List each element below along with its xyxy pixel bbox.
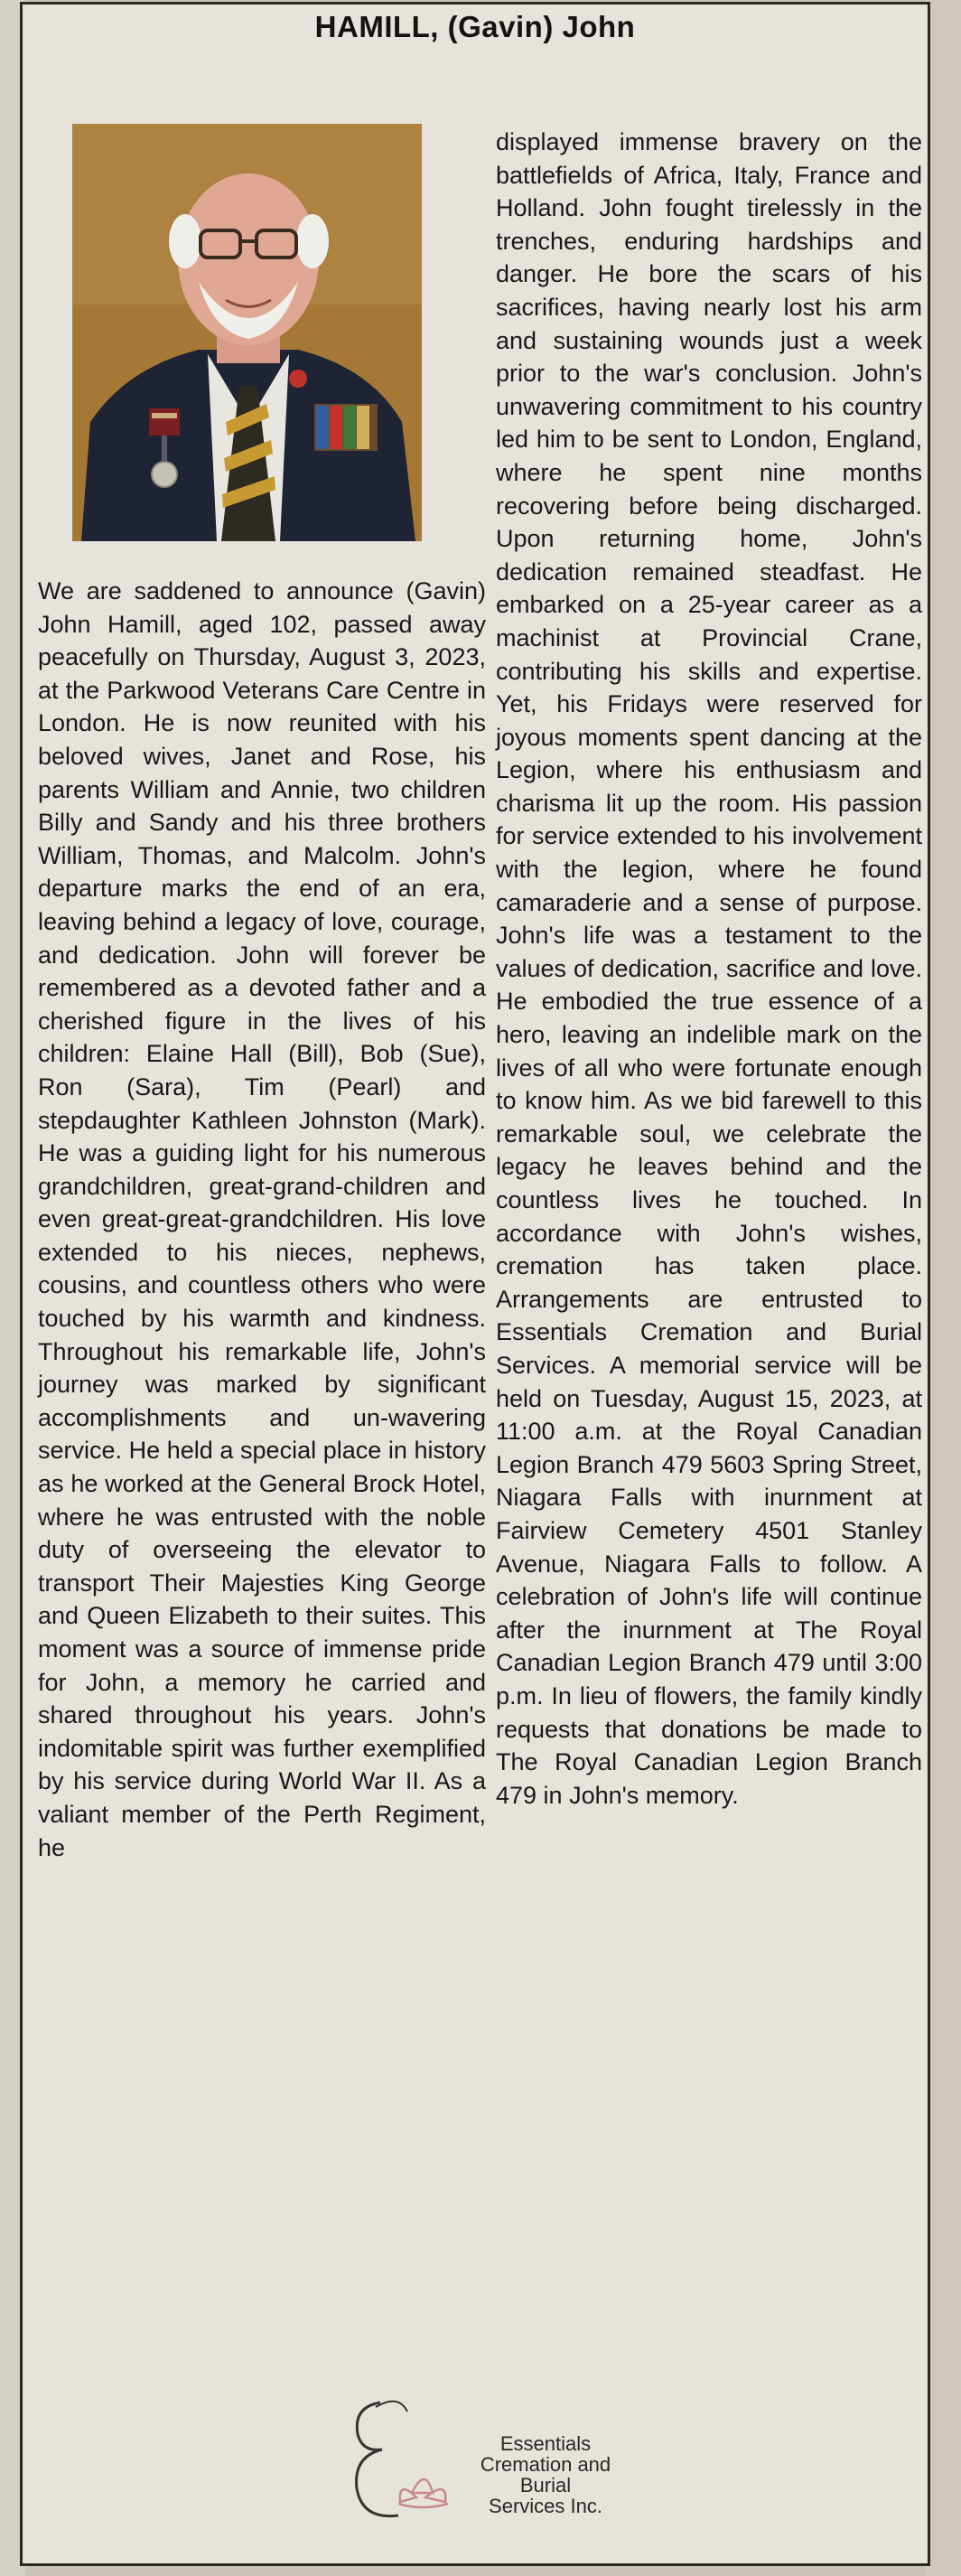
obituary-title: HAMILL, (Gavin) John	[314, 10, 636, 43]
obituary-column-left: We are saddened to announce (Gavin) John Hamill, aged 102, passed away peacefully on Thursday, August 3, 2023, at the Parkwood Veterans Care Centre in London. He is now reunited with his beloved wives, Janet and Rose, his parents William and Annie, two children Billy and Sandy and his three brothers William, Thomas, and Malcolm. John's departure marks the end of an era, leaving behind a legacy of love, courage, and dedication. John will forever be remembered as a devoted father and a cherished figure in the lives of his children: Elaine Hall (Bill), Bob (Sue), Ron (Sara), Tim (Pearl) and stepdaughter Kathleen Johnston (Mark). He was a guiding light for his numerous grandchildren, great-grand-children and even great-great-grandchildren. His love extended to his nieces, nephews, cousins, and countless others who were touched by his warmth and kindness. Throughout his remarkable life, John's journey was marked by significant accomplishments and un-wavering service. He held a special place in history as he worked at the General Brock Hotel, where he was entrusted with the noble duty of overseeing the elevator to transport Their Majesties King George and Queen Elizabeth to their suites. This moment was a source of immense pride for John, a memory he carried and shared throughout his years. John's indomitable spirit was further exemplified by his service during World War II. As a valiant member of the Perth Regiment, he	[38, 577, 486, 1861]
logo-line-1: Essentials	[499, 2432, 592, 2455]
portrait-illustration-icon	[72, 124, 422, 541]
logo-line-2: Cremation and Burial	[480, 2453, 611, 2496]
funeral-home-name	[455, 2433, 636, 2516]
obituary-notice	[20, 2, 930, 2566]
lotus-monogram-icon	[326, 2384, 462, 2538]
newsprint-margin-right	[925, 0, 961, 2576]
logo-line-3: Services Inc.	[489, 2495, 602, 2517]
portrait-photo	[72, 124, 422, 541]
funeral-home-logo	[326, 2384, 651, 2538]
obituary-column-right: displayed immense bravery on the battlefields of Africa, Italy, France and Holland. John fought tirelessly in the trenches, enduring hardships and danger. He bore the scars of his sacrifices, having nearly lost his arm and sustaining wounds just a week prior to the war's conclusion. John's unwavering commitment to his country led him to be sent to London, England, where he spent nine months recovering before being discharged. Upon returning home, John's dedication remained steadfast. He embarked on a 25-year career as a machinist at Provincial Crane, contributing his skills and expertise. Yet, his Fridays were reserved for joyous moments spent dancing at the Legion, where his enthusiasm and charisma lit up the room. His passion for service extended to his involvement with the legion, where he found camaraderie and a sense of purpose. John's life was a testament to the values of dedication, sacrifice and love. He embodied the true essence of a hero, leaving an indelible mark on the lives of all who were fortunate enough to know him. As we bid farewell to this remarkable soul, we celebrate the legacy he leaves behind and the countless lives he touched. In accordance with John's wishes, cremation has taken place. Arrangements are entrusted to Essentials Cremation and Burial Services. A memorial service will be held on Tuesday, August 15, 2023, at 11:00 a.m. at the Royal Canadian Legion Branch 479 5603 Spring Street, Niagara Falls with inurnment at Fairview Cemetery 4501 Stanley Avenue, Niagara Falls to follow. A celebration of John's life will continue after the inurnment at The Royal Canadian Legion Branch 479 until 3:00 p.m. In lieu of flowers, the family kindly requests that donations be made to The Royal Canadian Legion Branch 479 in John's memory.	[496, 128, 922, 1809]
